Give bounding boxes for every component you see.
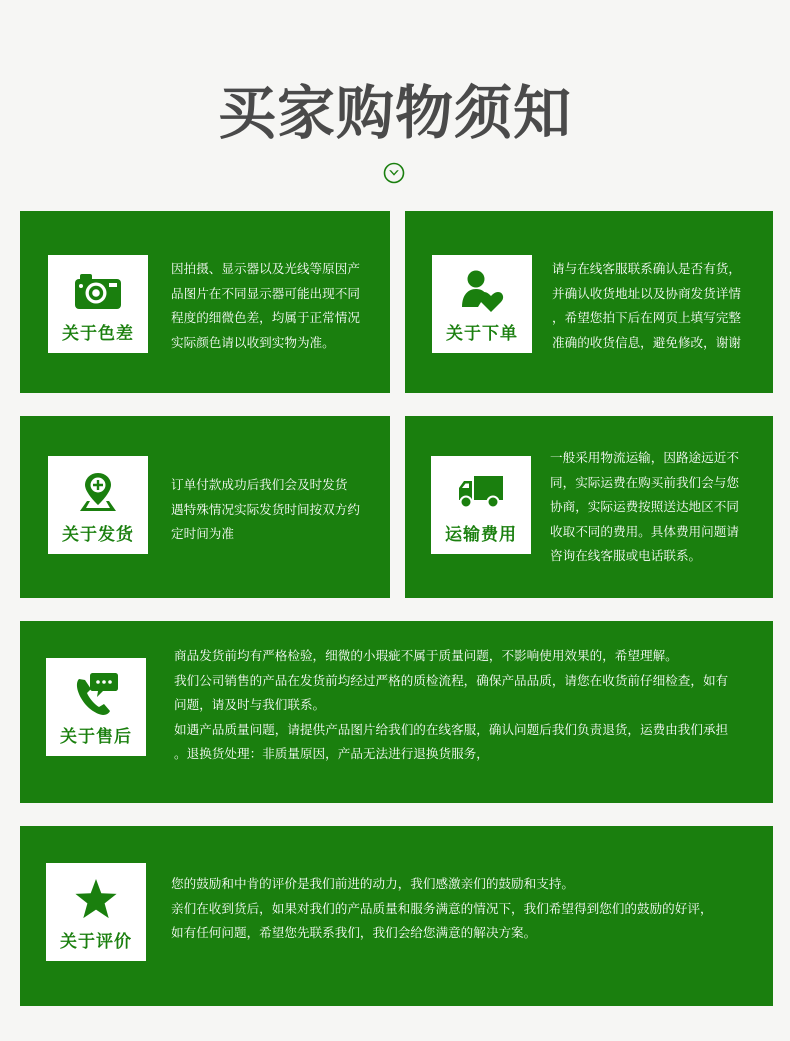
freight-badge bbox=[431, 456, 531, 554]
text-line: 问题，请及时与我们联系。 bbox=[174, 697, 326, 712]
page-title: 买家购物须知 bbox=[217, 79, 572, 147]
text-line: 因拍摄、显示器以及光线等原因产 bbox=[171, 261, 360, 276]
text-line: 准确的收货信息，避免修改，谢谢 bbox=[552, 334, 741, 350]
user-heart-icon bbox=[460, 269, 504, 313]
freight-label: 运输费用 bbox=[445, 525, 517, 545]
text-line: 商品发货前均有严格检验，细微的小瑕疵不属于质量问题，不影响使用效果的，希望理解。 bbox=[174, 648, 678, 663]
shipping-text bbox=[171, 473, 383, 547]
text-line: 您的鼓励和中肯的评价是我们前进的动力，我们感激亲们的鼓励和支持。 bbox=[171, 876, 574, 891]
order-label: 关于下单 bbox=[446, 324, 518, 344]
text-line: 咨询在线客服或电话联系。 bbox=[550, 548, 702, 563]
text-line: ，希望您拍下后在网页上填写完整 bbox=[552, 310, 741, 325]
text-line: 我们公司销售的产品在发货前均经过严格的质检流程，确保产品品质，请您在收货前仔细检查，如有 bbox=[174, 672, 729, 688]
freight-text bbox=[550, 446, 765, 569]
text-line: 如遇产品质量问题，请提供产品图片给我们的在线客服，确认问题后我们负责退货，运费由我们承担 bbox=[174, 721, 729, 737]
review-badge bbox=[46, 863, 146, 961]
freight-card bbox=[405, 416, 773, 598]
text-line: 程度的细微色差，均属于正常情况 bbox=[171, 310, 360, 325]
text-line: 同，实际运费在购买前我们会与您 bbox=[550, 474, 739, 490]
color-diff-text bbox=[171, 257, 383, 355]
color-diff-card bbox=[20, 211, 390, 393]
text-line: 遇特殊情况实际发货时间按双方约 bbox=[171, 501, 360, 517]
order-badge bbox=[432, 255, 532, 353]
text-line: 订单付款成功后我们会及时发货 bbox=[171, 477, 348, 492]
after-sales-label: 关于售后 bbox=[60, 727, 132, 747]
review-text bbox=[171, 872, 763, 946]
phone-chat-icon bbox=[73, 671, 119, 717]
camera-icon bbox=[74, 272, 122, 310]
color-diff-badge bbox=[48, 255, 148, 353]
after-sales-badge bbox=[46, 658, 146, 756]
review-card bbox=[20, 826, 773, 1006]
text-line: 品图片在不同显示器可能出现不同 bbox=[171, 285, 360, 301]
text-line: 并确认收货地址以及协商发货详情 bbox=[552, 285, 741, 301]
text-line: 亲们在收到货后，如果对我们的产品质量和服务满意的情况下，我们希望得到您们的鼓励的好评， bbox=[171, 900, 713, 916]
order-card bbox=[405, 211, 773, 393]
star-icon bbox=[74, 878, 118, 920]
text-line: 收取不同的费用。具体费用问题请 bbox=[550, 523, 739, 539]
text-line: 如有任何问题，希望您先联系我们，我们会给您满意的解决方案。 bbox=[171, 925, 537, 940]
shipping-badge bbox=[48, 456, 148, 554]
color-diff-label: 关于色差 bbox=[62, 324, 134, 344]
after-sales-text bbox=[174, 644, 766, 767]
truck-icon bbox=[457, 474, 505, 510]
shipping-label: 关于发货 bbox=[62, 525, 134, 545]
after-sales-card bbox=[20, 621, 773, 803]
text-line: 。退换货处理：非质量原因，产品无法进行退换货服务， bbox=[174, 746, 489, 761]
shipping-card bbox=[20, 416, 390, 598]
chevron-down-icon bbox=[383, 162, 405, 184]
text-line: 协商，实际运费按照送达地区不同 bbox=[550, 499, 739, 514]
text-line: 请与在线客服联系确认是否有货， bbox=[552, 261, 741, 276]
order-text bbox=[552, 257, 764, 355]
text-line: 定时间为准 bbox=[171, 526, 234, 541]
review-label: 关于评价 bbox=[60, 932, 132, 952]
text-line: 一般采用物流运输，因路途远近不 bbox=[550, 450, 739, 465]
text-line: 实际颜色请以收到实物为准。 bbox=[171, 334, 335, 350]
location-pin-icon bbox=[78, 471, 118, 513]
